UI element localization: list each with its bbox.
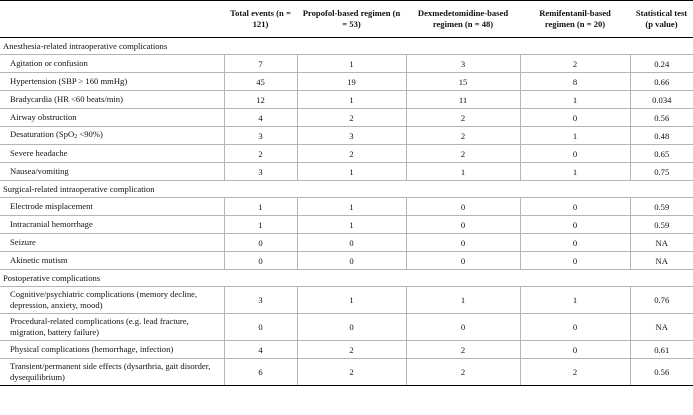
cell-dexmedetomidine: 1 (406, 163, 520, 181)
row-label: Physical complications (hemorrhage, infection) (0, 341, 224, 359)
table-row (0, 91, 693, 109)
cell-p-value: 0.75 (630, 163, 693, 181)
cell-total-events: 6 (224, 359, 297, 386)
cell-dexmedetomidine: 0 (406, 234, 520, 252)
table-row (0, 198, 693, 216)
section-header-row (0, 270, 693, 287)
cell-dexmedetomidine: 0 (406, 314, 520, 341)
cell-propofol: 2 (297, 109, 406, 127)
table-row (0, 359, 693, 386)
cell-p-value: NA (630, 314, 693, 341)
table-row (0, 314, 693, 341)
cell-dexmedetomidine: 2 (406, 359, 520, 386)
cell-remifentanil: 0 (520, 341, 630, 359)
cell-total-events: 4 (224, 109, 297, 127)
cell-total-events: 3 (224, 287, 297, 314)
cell-dexmedetomidine: 3 (406, 55, 520, 73)
cell-total-events: 0 (224, 314, 297, 341)
cell-p-value: 0.56 (630, 109, 693, 127)
table-row (0, 145, 693, 163)
cell-propofol: 2 (297, 145, 406, 163)
table-row (0, 163, 693, 181)
cell-remifentanil: 2 (520, 359, 630, 386)
row-label: Transient/permanent side effects (dysarthria, gait disorder, dysequilibrium) (0, 359, 224, 386)
cell-dexmedetomidine: 2 (406, 127, 520, 145)
table-row (0, 234, 693, 252)
table-row (0, 216, 693, 234)
cell-remifentanil: 0 (520, 198, 630, 216)
row-label: Bradycardia (HR <60 beats/min) (0, 91, 224, 109)
cell-total-events: 1 (224, 216, 297, 234)
row-label: Cognitive/psychiatric complications (memory decline, depression, anxiety, mood) (0, 287, 224, 314)
table-row (0, 127, 693, 145)
cell-remifentanil: 0 (520, 314, 630, 341)
cell-p-value: 0.034 (630, 91, 693, 109)
cell-propofol: 0 (297, 234, 406, 252)
header-total-events: Total events (n = 121) (224, 1, 297, 38)
cell-total-events: 2 (224, 145, 297, 163)
cell-remifentanil: 8 (520, 73, 630, 91)
row-label (0, 127, 224, 145)
cell-propofol: 0 (297, 252, 406, 270)
cell-propofol: 2 (297, 341, 406, 359)
cell-remifentanil: 0 (520, 234, 630, 252)
cell-remifentanil: 1 (520, 287, 630, 314)
cell-remifentanil: 1 (520, 163, 630, 181)
cell-dexmedetomidine: 2 (406, 109, 520, 127)
row-label-text: <90%) (77, 128, 103, 139)
header-statistical-test: Statistical test (p value) (630, 1, 693, 38)
section-title: Postoperative complications (0, 270, 693, 287)
cell-p-value: 0.61 (630, 341, 693, 359)
cell-p-value: 0.65 (630, 145, 693, 163)
cell-propofol: 1 (297, 287, 406, 314)
table-row (0, 109, 693, 127)
cell-total-events: 4 (224, 341, 297, 359)
row-label: Nausea/vomiting (0, 163, 224, 181)
cell-p-value: 0.59 (630, 216, 693, 234)
header-remifentanil: Remifentanil-based regimen (n = 20) (520, 1, 630, 38)
table-row (0, 252, 693, 270)
header-propofol: Propofol-based regimen (n = 53) (297, 1, 406, 38)
row-label: Seizure (0, 234, 224, 252)
cell-dexmedetomidine: 1 (406, 287, 520, 314)
cell-propofol: 19 (297, 73, 406, 91)
table-row (0, 55, 693, 73)
cell-propofol: 0 (297, 314, 406, 341)
cell-total-events: 3 (224, 163, 297, 181)
cell-propofol: 1 (297, 55, 406, 73)
cell-total-events: 1 (224, 198, 297, 216)
row-label: Intracranial hemorrhage (0, 216, 224, 234)
cell-propofol: 3 (297, 127, 406, 145)
cell-p-value: NA (630, 234, 693, 252)
cell-remifentanil: 0 (520, 252, 630, 270)
cell-propofol: 1 (297, 198, 406, 216)
cell-p-value: 0.24 (630, 55, 693, 73)
header-label-column (0, 1, 224, 38)
row-label: Electrode misplacement (0, 198, 224, 216)
cell-dexmedetomidine: 0 (406, 198, 520, 216)
cell-remifentanil: 1 (520, 127, 630, 145)
row-label: Procedural-related complications (e.g. lead fracture, migration, battery failure) (0, 314, 224, 341)
cell-propofol: 1 (297, 216, 406, 234)
cell-propofol: 2 (297, 359, 406, 386)
row-label: Airway obstruction (0, 109, 224, 127)
cell-p-value: 0.56 (630, 359, 693, 386)
cell-total-events: 0 (224, 234, 297, 252)
row-label: Severe headache (0, 145, 224, 163)
cell-dexmedetomidine: 11 (406, 91, 520, 109)
cell-propofol: 1 (297, 91, 406, 109)
table-row (0, 287, 693, 314)
header-row (0, 1, 693, 38)
cell-propofol: 1 (297, 163, 406, 181)
cell-dexmedetomidine: 2 (406, 145, 520, 163)
cell-dexmedetomidine: 0 (406, 252, 520, 270)
cell-dexmedetomidine: 15 (406, 73, 520, 91)
cell-p-value: 0.66 (630, 73, 693, 91)
cell-p-value: 0.48 (630, 127, 693, 145)
header-dexmedetomidine: Dexmedetomidine-based regimen (n = 48) (406, 1, 520, 38)
cell-p-value: NA (630, 252, 693, 270)
cell-p-value: 0.76 (630, 287, 693, 314)
section-title: Anesthesia-related intraoperative complications (0, 38, 693, 55)
cell-total-events: 45 (224, 73, 297, 91)
cell-remifentanil: 2 (520, 55, 630, 73)
section-header-row (0, 181, 693, 198)
cell-remifentanil: 1 (520, 91, 630, 109)
cell-remifentanil: 0 (520, 216, 630, 234)
table-row (0, 341, 693, 359)
cell-total-events: 12 (224, 91, 297, 109)
section-title: Surgical-related intraoperative complication (0, 181, 693, 198)
row-label: Akinetic mutism (0, 252, 224, 270)
cell-dexmedetomidine: 0 (406, 216, 520, 234)
row-label: Agitation or confusion (0, 55, 224, 73)
cell-total-events: 7 (224, 55, 297, 73)
cell-total-events: 3 (224, 127, 297, 145)
cell-remifentanil: 0 (520, 145, 630, 163)
cell-p-value: 0.59 (630, 198, 693, 216)
cell-remifentanil: 0 (520, 109, 630, 127)
section-header-row (0, 38, 693, 55)
cell-dexmedetomidine: 2 (406, 341, 520, 359)
cell-total-events: 0 (224, 252, 297, 270)
row-label-text: Desaturation (SpO (10, 128, 75, 139)
row-label-subscript: 2 (74, 133, 78, 140)
table-row (0, 73, 693, 91)
row-label: Hypertension (SBP > 160 mmHg) (0, 73, 224, 91)
